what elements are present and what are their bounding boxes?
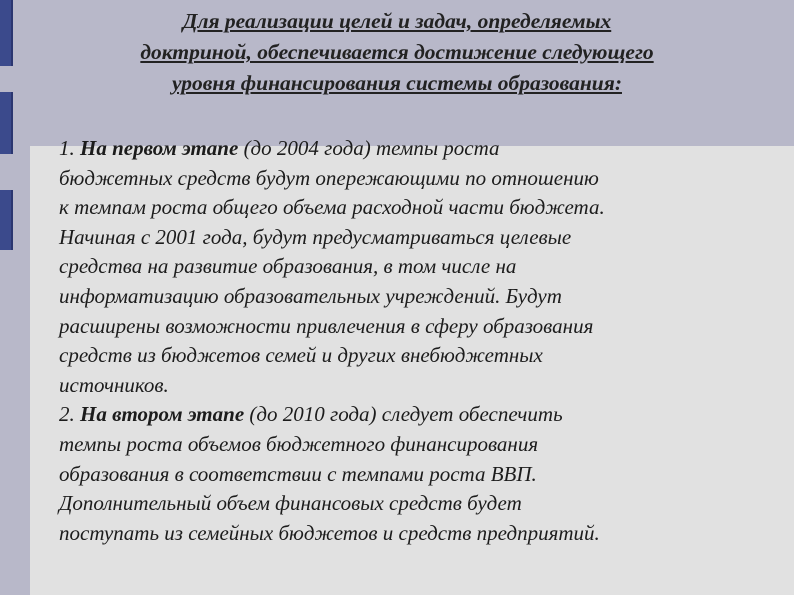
stage2-line: образования в соответствии с темпами роста ВВП. bbox=[59, 461, 537, 486]
title-line-2: доктриной, обеспечивается достижение следующего bbox=[140, 40, 654, 64]
stage2-line: поступать из семейных бюджетов и средств предприятий. bbox=[59, 520, 600, 545]
stage1-first-line-rest: (до 2004 года) темпы роста bbox=[243, 136, 500, 160]
stage1-line: к темпам роста общего объема расходной части бюджета. bbox=[59, 195, 605, 220]
stage2-number: 2. bbox=[59, 402, 75, 427]
stage2-line: темпы роста объемов бюджетного финансирования bbox=[59, 431, 539, 456]
stage1-line: средства на развитие образования, в том числе на bbox=[59, 254, 517, 279]
stage2-heading: На втором этапе bbox=[80, 402, 245, 427]
stage1-line: источников. bbox=[59, 372, 169, 397]
slide-title bbox=[30, 6, 764, 99]
stage1-line: бюджетных средств будут опережающими по отношению bbox=[59, 165, 599, 190]
stage1-heading: На первом этапе bbox=[80, 136, 239, 160]
stage2-line: Дополнительный объем финансовых средств будет bbox=[59, 491, 522, 516]
stage1-line: Начиная с 2001 года, будут предусматриваться целевые bbox=[59, 224, 572, 249]
stage2-first-line bbox=[59, 400, 779, 430]
side-decoration bbox=[0, 0, 14, 595]
stage1-line: расширены возможности привлечения в сферу образования bbox=[59, 313, 594, 338]
stage1-line: средств из бюджетов семей и других внебюджетных bbox=[59, 343, 543, 368]
slide-body bbox=[59, 134, 779, 548]
stage1-first-line bbox=[59, 134, 779, 164]
side-bar-middle bbox=[0, 92, 13, 154]
side-bar-bottom bbox=[0, 190, 13, 250]
stage2-first-line-rest: (до 2010 года) следует обеспечить bbox=[249, 402, 563, 427]
stage1-line: информатизацию образовательных учреждений. Будут bbox=[59, 283, 562, 308]
stage1-number: 1. bbox=[59, 136, 75, 160]
side-bar-top bbox=[0, 0, 13, 66]
title-line-3: уровня финансирования системы образования: bbox=[172, 71, 622, 95]
title-line-1: Для реализации целей и задач, определяемых bbox=[182, 9, 612, 33]
